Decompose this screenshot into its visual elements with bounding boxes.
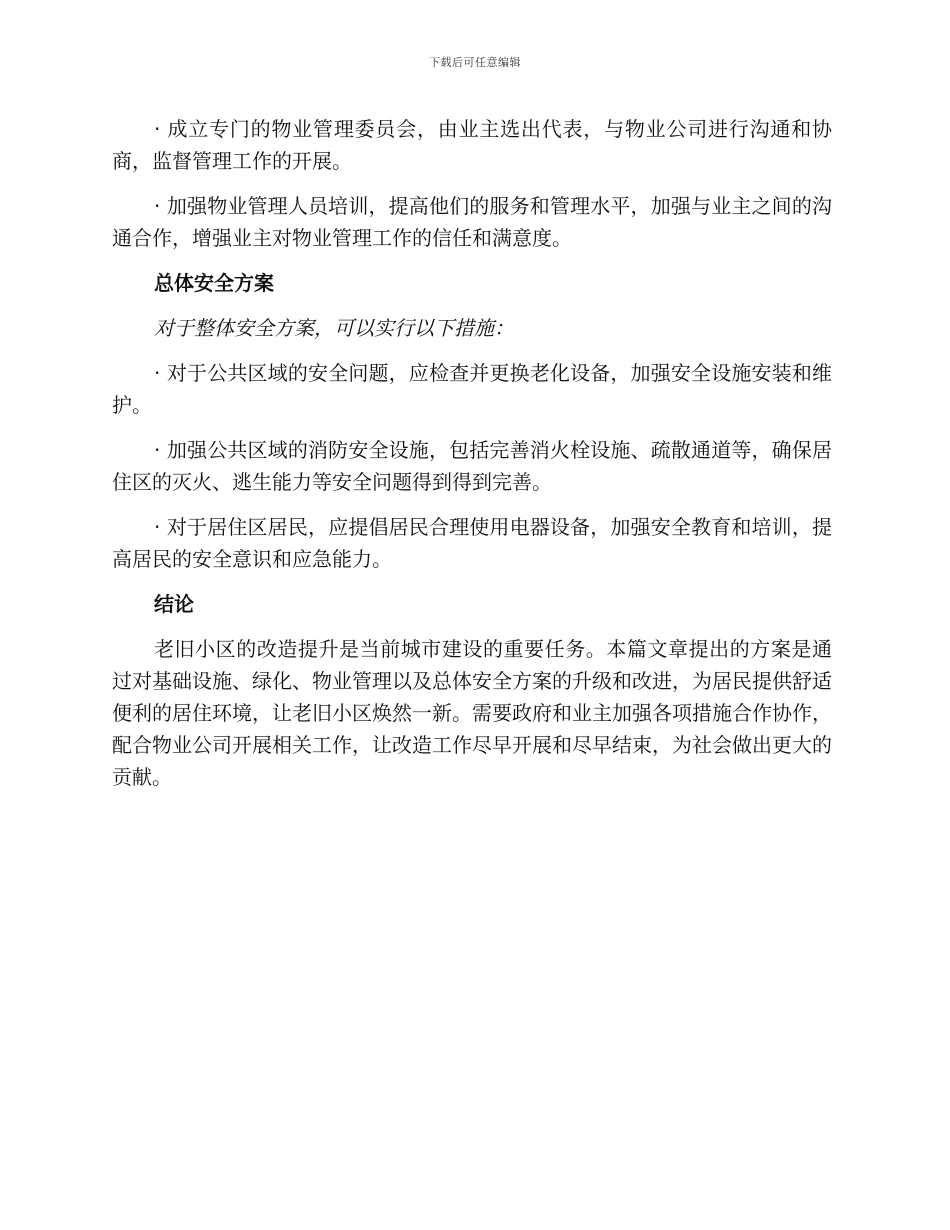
conclusion-text: 老旧小区的改造提升是当前城市建设的重要任务。本篇文章提出的方案是通过对基础设施、绿化、物业管理以及总体安全方案的升级和改进，为居民提供舒适便利的居住环境，让老旧小区焕然一新。需要政府和业主加强各项措施合作协作，配合物业公司开展相关工作，让改造工作尽早开展和尽早结束，为社会做出更大的贡献。	[112, 637, 832, 789]
section-heading-safety: 总体安全方案	[154, 271, 274, 295]
header-note: 下载后可任意编辑	[429, 56, 521, 69]
safety-item-fire: · 加强公共区域的消防安全设施，包括完善消火栓设施、疏散通道等，确保居住区的灭火、逃生能力等安全问题得到得到完善。	[112, 438, 832, 494]
paragraph-training: · 加强物业管理人员培训，提高他们的服务和管理水平，加强与业主之间的沟通合作，增强业主对物业管理工作的信任和满意度。	[112, 194, 832, 250]
safety-item-public-area: · 对于公共区域的安全问题，应检查并更换老化设备，加强安全设施安装和维护。	[112, 361, 832, 417]
document-body	[112, 113, 832, 806]
paragraph-committee: · 成立专门的物业管理委员会，由业主选出代表，与物业公司进行沟通和协商，监督管理工作的开展。	[112, 117, 832, 173]
section-heading-conclusion: 结论	[154, 592, 194, 616]
safety-item-residents: · 对于居住区居民，应提倡居民合理使用电器设备，加强安全教育和培训，提高居民的安全意识和应急能力。	[112, 515, 832, 571]
safety-intro: 对于整体安全方案，可以实行以下措施：	[154, 316, 514, 340]
